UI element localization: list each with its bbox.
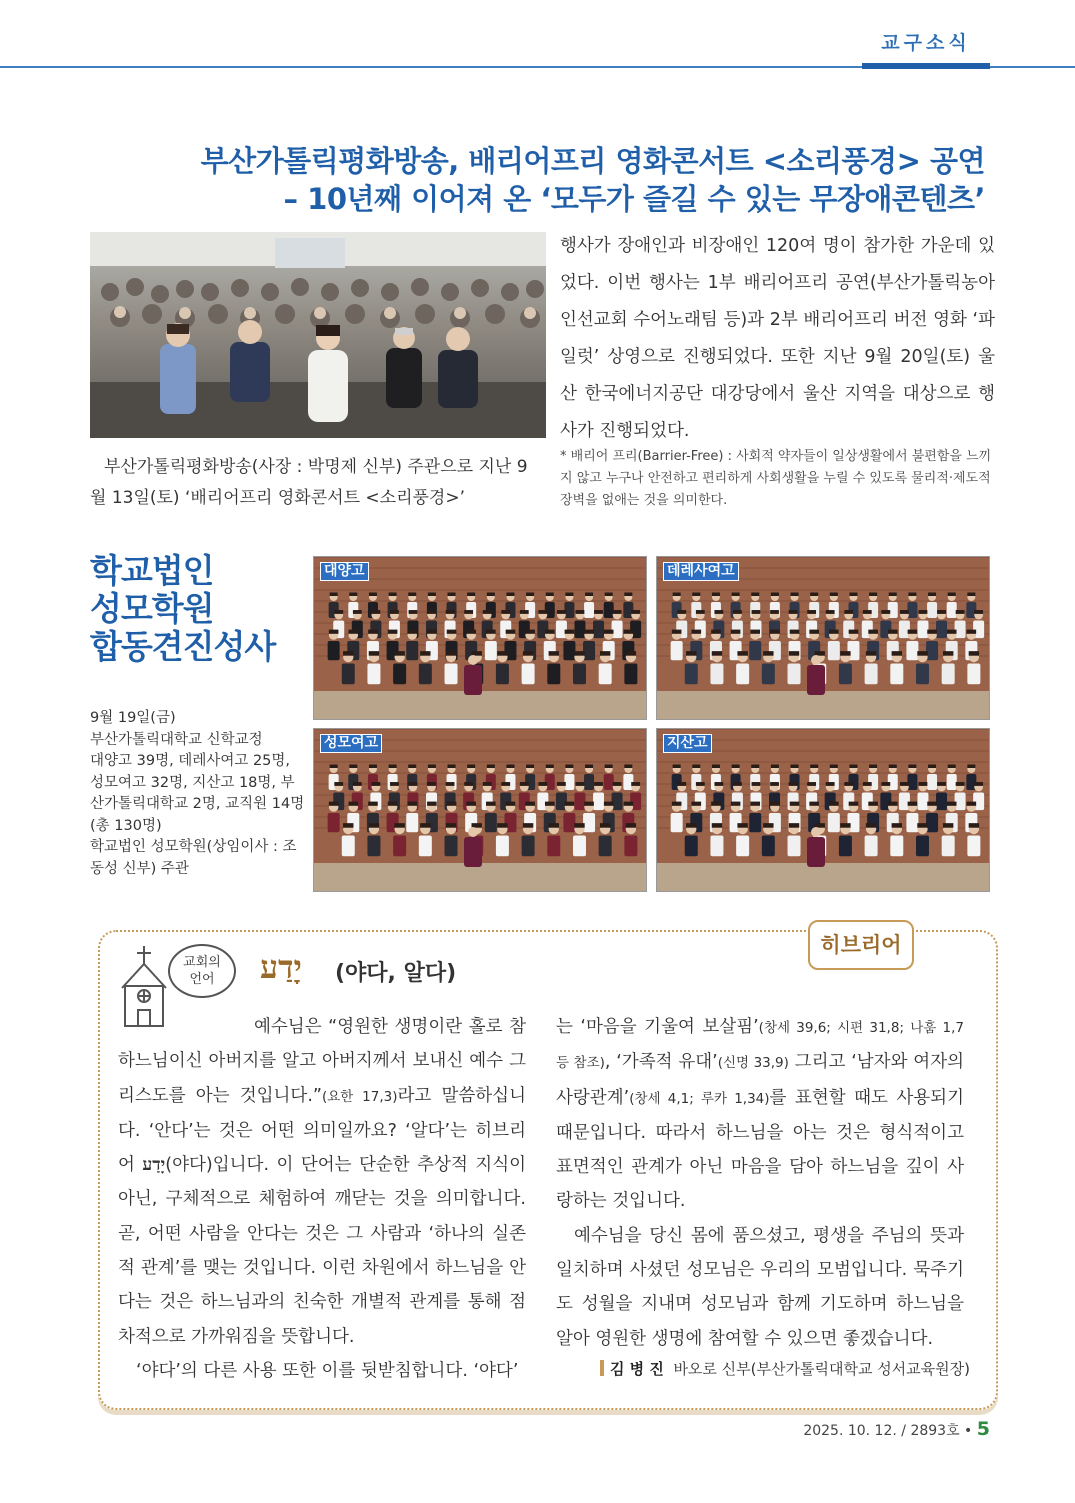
page-number: 5 [976, 1418, 990, 1440]
info-organizer: 학교법인 성모학원(상임이사 : 조동성 신부) 주관 [90, 839, 297, 877]
page-footer [760, 1418, 990, 1440]
hebrew-tag: 히브리어 [808, 920, 914, 970]
text-run: , ‘가족적 유대’ [604, 1052, 718, 1073]
photo-label: 지산고 [663, 734, 712, 753]
photo-label: 성모여고 [320, 734, 382, 753]
photo-label: 데레사여고 [663, 562, 739, 581]
group-photo-seongmo [313, 728, 647, 892]
article2-title-line: 합동견진성사 [90, 627, 276, 666]
hebrew-inline-word: יָדַע [142, 1155, 166, 1176]
info-participants: 대양고 39명, 데레사여고 25명, 성모여고 32명, 지산고 18명, 부산가톨릭대학교 2명, 교직원 14명(총 130명) [90, 753, 305, 834]
issue-info: 2025. 10. 12. / 2893호 • [803, 1423, 973, 1439]
text-run: 라고 말씀하십니다. ‘안다’는 것은 어떤 의미일까요? ‘알다’는 히브리어 [118, 1085, 526, 1176]
section-tag-bar [862, 63, 990, 69]
article2-info [90, 708, 305, 880]
article2-title-line: 학교법인 [90, 551, 214, 590]
author-credit [590, 1358, 970, 1379]
citation: (창세 4,1; 루카 1,34) [629, 1090, 770, 1107]
text-run: 를 표현할 때도 사용되기 때문입니다. 따라서 하느님을 아는 것은 형식적이고 표면적인 관계가 아닌 마음을 담아 하느님을 깊이 사랑하는 것입니다. [556, 1087, 964, 1212]
group-photo-teresa [656, 556, 990, 720]
paragraph [118, 1010, 526, 1354]
article2-title [90, 552, 305, 666]
hebrew-text-left [118, 1010, 526, 1388]
group-photo-jisan [656, 728, 990, 892]
info-date: 9월 19일(금) [90, 710, 176, 726]
hebrew-word: יָדַע [260, 948, 302, 986]
text-run: 는 ‘마음을 기울여 보살핌’ [556, 1017, 759, 1037]
text-run: 그리고 ‘남자와 여자의 사랑관계’ [556, 1052, 965, 1108]
citation: (요한 17,3) [321, 1088, 398, 1105]
group-photo-daeyang [313, 556, 647, 720]
citation: (신명 33,9) [717, 1055, 789, 1072]
article1-caption: 부산가톨릭평화방송(사장 : 박명제 신부) 주관으로 지난 9월 13일(토) ‘배리어프리 영화콘서트 <소리풍경>’ [90, 457, 528, 508]
article1-footnote: * 배리어 프리(Barrier-Free) : 사회적 약자들이 일상생활에서 불편함을 느끼지 않고 누구나 안전하고 편리하게 사회생활을 누릴 수 있도록 물리적·제도적 장벽을 없애는 것을 의미한다. [560, 449, 992, 508]
author-bar [600, 1360, 604, 1376]
hebrew-word-meaning: (야다, 알다) [335, 961, 457, 986]
paragraph: ‘야다’의 다른 사용 또한 이를 뒷받침합니다. ‘야다’ [136, 1360, 519, 1381]
article1-title [80, 142, 985, 218]
concert-photo [90, 232, 546, 438]
info-place: 부산가톨릭대학교 신학교정 [90, 731, 263, 748]
bubble-line: 교회의 [183, 955, 221, 970]
photo-label: 대양고 [320, 562, 369, 581]
paragraph: 예수님을 당신 몸에 품으셨고, 평생을 주님의 뜻과 일치하며 사셨던 성모님은 우리의 모범입니다. 묵주기도 성월을 지내며 성모님과 함께 기도하며 하느님을 알아 영원한 생명에 참여할 수 있으면 좋겠습니다. [556, 1225, 964, 1349]
bubble-line: 언어 [189, 972, 215, 987]
citation: (창세 39,6; 시편 31,8; 나훔 1,7 등 참조) [556, 1020, 964, 1072]
paragraph [556, 1010, 964, 1219]
text-run: 예수님은 “영원한 생명이란 홀로 참 하느님이신 아버지를 알고 아버지께서 보내신 예수 그리스도를 아는 것입니다.” [118, 1017, 526, 1106]
article1-body: 행사가 장애인과 비장애인 120여 명이 참가한 가운데 있었다. 이번 행사는 1부 배리어프리 공연(부산가톨릭농아인선교회 수어노래팀 등)과 2부 배리어프리 버전 영화 ‘파일럿’ 상영으로 진행되었다. 또한 지난 9월 20일(토) 울산 한국에너지공단 대강당에서 울산 지역을 대상으로 행사가 진행되었다. [560, 236, 995, 441]
author-name: 김 병 진 [609, 1360, 664, 1378]
article1-title-line1: 부산가톨릭평화방송, 배리어프리 영화콘서트 <소리풍경> 공연 [200, 144, 985, 178]
church-language-bubble [168, 944, 236, 998]
article2-title-line: 성모학원 [90, 589, 214, 628]
hebrew-text-right [556, 1010, 964, 1356]
text-run: (야다)입니다. 이 단어는 단순한 추상적 지식이 아닌, 구체적으로 체험하여 깨닫는 것을 의미합니다. 곧, 어떤 사람을 안다는 것은 그 사람과 ‘하나의 실존적 관계’를 맺는 것입니다. 이런 차원에서 하느님을 안다는 것은 하느님과의 친숙한 개별적 관계를 통해 점차적으로 가까워짐을 뜻합니다. [118, 1155, 527, 1347]
article1-title-line2: – 10년째 이어져 온 ‘모두가 즐길 수 있는 무장애콘텐츠’ [283, 182, 985, 216]
section-tag: 교구소식 [881, 32, 971, 54]
author-title: 바오로 신부(부산가톨릭대학교 성서교육원장) [673, 1360, 970, 1378]
